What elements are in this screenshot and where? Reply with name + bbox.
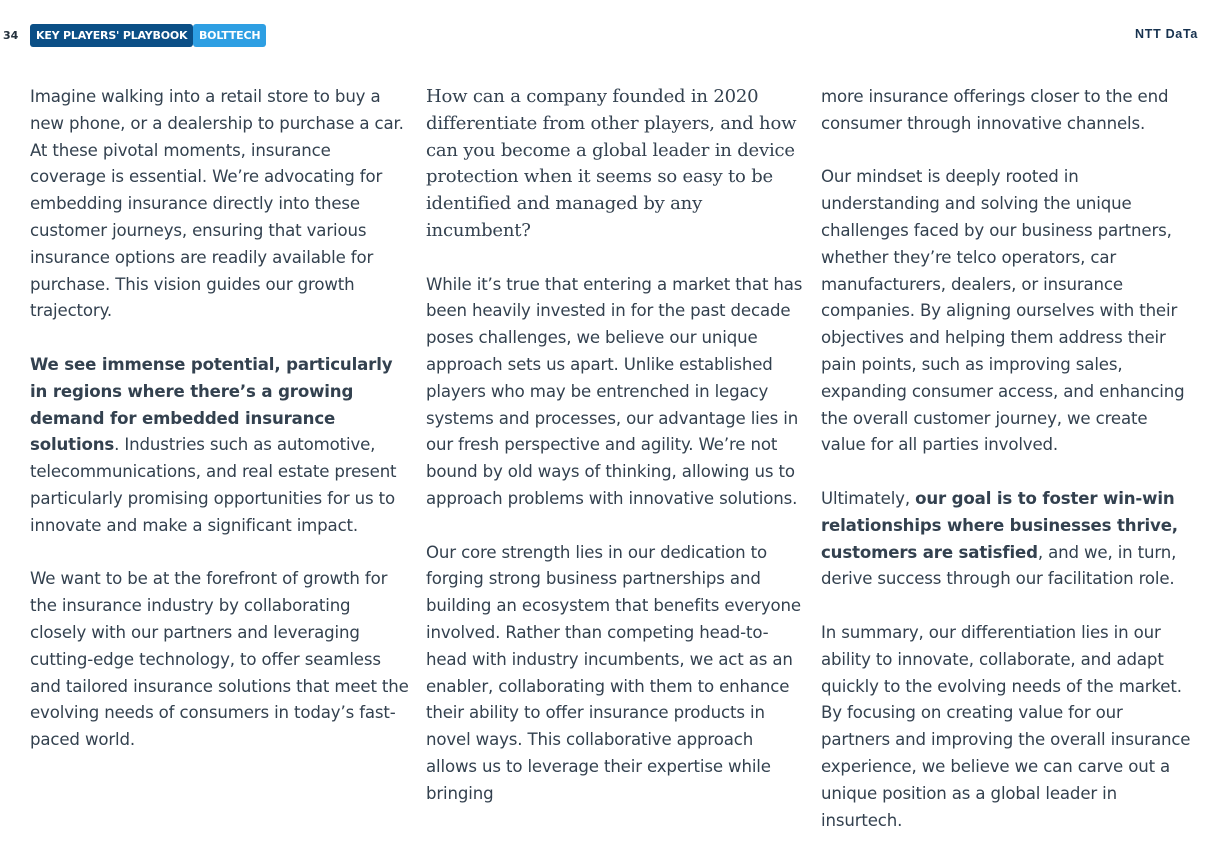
text-column-1 [30, 84, 410, 781]
text-column-2 [426, 84, 804, 834]
section-tag-key-players: KEY PLAYERS' PLAYBOOK [30, 24, 193, 47]
paragraph: Our mindset is deeply rooted in understanding and solving the unique challenges faced by our business partners, whether they’re telco operators, car manufacturers, dealers, or insurance companies. By aligning ourselves with their objectives and helping them address their pain points, such as improving sales, expanding consumer access, and enhancing the overall customer journey, we create value for all parties involved. [821, 167, 1185, 455]
bold-statement: We see immense potential, particularly in regions where there’s a growing demand for embedded insurance solutions [30, 354, 393, 455]
paragraph [30, 352, 410, 540]
paragraph: While it’s true that entering a market that has been heavily invested in for the past decade poses challenges, we believe our unique approach sets us apart. Unlike established players who may be entrenched in legacy systems and processes, our advantage lies in our fresh perspective and agility. We’re not bound by old ways of thinking, allowing us to approach problems with innovative solutions. [426, 274, 803, 508]
interview-question: How can a company founded in 2020 differentiate from other players, and how can you become a global leader in device protection when it seems so easy to be identified and managed by any incumbent? [426, 86, 797, 241]
paragraph-text: Ultimately, [821, 488, 916, 508]
paragraph: Our core strength lies in our dedication to forging strong business partnerships and building an ecosystem that benefits everyone involved. Rather than competing head-to-head with industry incumbents, we act as an enabler, collaborating with them to enhance their ability to offer insurance products in novel ways. This collaborative approach allows us to leverage their expertise while bringing [426, 542, 801, 803]
paragraph: Imagine walking into a retail store to buy a new phone, or a dealership to purchase a car. At these pivotal moments, insurance coverage is essential. We’re advocating for embedding insurance directly into these customer journeys, ensuring that various insurance options are readily available for purchase. This vision guides our growth trajectory. [30, 87, 404, 321]
paragraph [821, 486, 1191, 593]
ntt-data-logo: NTT DaTa [1135, 27, 1199, 41]
bold-statement: our goal is to foster win-win relationships where businesses thrive, customers are satisfied [821, 488, 1178, 562]
company-tag-bolttech: BOLTTECH [193, 24, 266, 47]
text-column-3 [821, 84, 1191, 861]
paragraph-text: . Industries such as automotive, telecommunications, and real estate present particularly promising opportunities for us to innovate and make a significant impact. [30, 435, 397, 535]
paragraph-text: , and we, in turn, derive success through our facilitation role. [821, 542, 1177, 589]
paragraph: In summary, our differentiation lies in our ability to innovate, collaborate, and adapt quickly to the evolving needs of the market. By focusing on creating value for our partners and improving the overall insurance experience, we believe we can carve out a unique position as a global leader in insurtech. [821, 622, 1191, 830]
page-number: 34 [3, 29, 19, 42]
paragraph: We want to be at the forefront of growth for the insurance industry by collaborating closely with our partners and leveraging cutting-edge technology, to offer seamless and tailored insurance solutions that meet the evolving needs of consumers in today’s fast-paced world. [30, 569, 409, 750]
paragraph: more insurance offerings closer to the end consumer through innovative channels. [821, 87, 1169, 133]
page-header [0, 0, 1226, 70]
